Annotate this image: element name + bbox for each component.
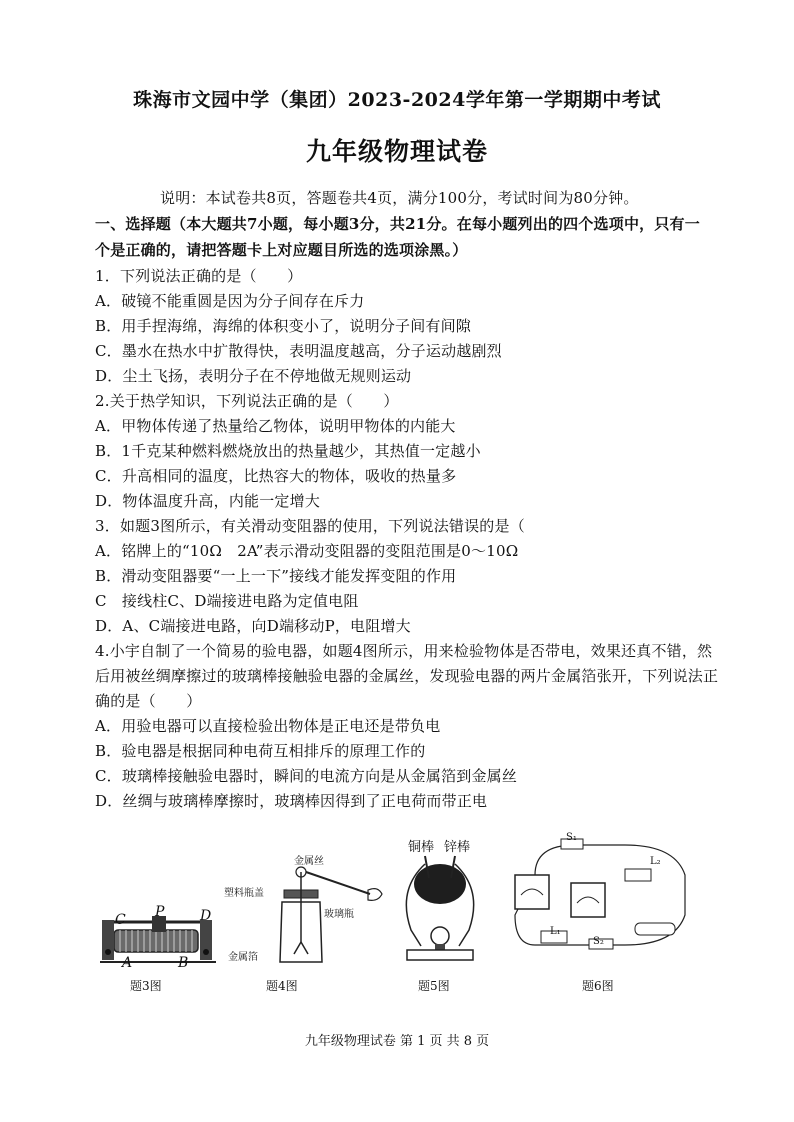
figure-6-caption: 题6图 <box>582 979 614 993</box>
page-footer: 九年级物理试卷 第 1 页 共 8 页 <box>304 1034 490 1049</box>
fig4-label-wire: 金属丝 <box>294 856 324 867</box>
figure-4-caption: 题4图 <box>266 979 298 993</box>
figure-5-caption: 题5图 <box>418 979 450 993</box>
question-2-option-c: C．升高相同的温度，比热容大的物体，吸收的热量多 <box>95 467 457 485</box>
question-1-stem: 1．下列说法正确的是（ ） <box>95 267 303 285</box>
exam-header-title: 珠海市文园中学（集团）2023-2024学年第一学期期中考试 <box>133 89 661 111</box>
fig5-label-copper: 铜棒 <box>408 840 435 855</box>
fig5-label-zinc: 锌棒 <box>444 840 471 855</box>
question-3-option-d: D．A、C端接进电路，向D端移动P，电阻增大 <box>95 617 411 635</box>
question-3-option-c: C 接线柱C、D端接进电路为定值电阻 <box>95 592 359 610</box>
section-heading-line1: 一、选择题（本大题共7小题，每小题3分，共21分。在每小题列出的四个选项中，只有一 <box>95 215 700 233</box>
question-3-option-b: B．滑动变阻器要“一上一下”接线才能发挥变阻的作用 <box>95 567 457 585</box>
fig4-label-cap: 塑料瓶盖 <box>224 888 264 899</box>
question-4-option-b: B．验电器是根据同种电荷互相排斥的原理工作的 <box>95 742 426 760</box>
question-4-stem-line1: 4.小宇自制了一个简易的验电器，如题4图所示，用来检验物体是否带电，效果还真不错，然 <box>95 642 713 660</box>
question-4-stem-line2: 后用被丝绸摩擦过的玻璃棒接触验电器的金属丝，发现验电器的两片金属箔张开，下列说法正 <box>95 667 719 685</box>
fig3-label-a: A <box>122 955 133 971</box>
question-2-stem: 2.关于热学知识，下列说法正确的是（ ） <box>95 392 399 410</box>
section-heading-line2: 个是正确的，请把答题卡上对应题目所选的选项涂黑。） <box>95 241 468 259</box>
page-title: 九年级物理试卷 <box>305 137 488 166</box>
question-2-option-d: D．物体温度升高，内能一定增大 <box>95 492 321 510</box>
question-2-option-b: B．1千克某种燃料燃烧放出的热量越少，其热值一定越小 <box>95 442 481 460</box>
question-1-option-a: A．破镜不能重圆是因为分子间存在斥力 <box>95 292 365 310</box>
question-3-stem: 3．如题3图所示，有关滑动变阻器的使用，下列说法错误的是（ <box>95 517 525 535</box>
fig6-label-s1: S₁ <box>566 832 577 843</box>
instructions: 说明：本试卷共8页，答题卷共4页，满分100分，考试时间为80分钟。 <box>160 189 639 207</box>
fig6-label-l1: L₁ <box>550 926 561 937</box>
fig3-label-b: B <box>178 955 189 971</box>
circuit-illustration <box>505 835 705 970</box>
question-3-option-a: A．铭牌上的“10Ω 2A”表示滑动变阻器的变阻范围是0～10Ω <box>95 542 519 560</box>
fig3-label-p: P <box>155 904 165 920</box>
fig4-label-foil: 金属箔 <box>228 952 258 963</box>
question-4-option-c: C．玻璃棒接触验电器时，瞬间的电流方向是从金属箔到金属丝 <box>95 767 518 785</box>
question-4-stem-line3: 确的是（ ） <box>95 692 202 710</box>
question-1-option-b: B．用手捏海绵，海绵的体积变小了，说明分子间有间隙 <box>95 317 472 335</box>
question-1-option-c: C．墨水在热水中扩散得快，表明温度越高，分子运动越剧烈 <box>95 342 502 360</box>
fig3-label-c: C <box>115 912 126 928</box>
question-4-option-a: A．用验电器可以直接检验出物体是正电还是带负电 <box>95 717 441 735</box>
fig4-label-bottle: 玻璃瓶 <box>324 909 354 920</box>
fig6-label-l2: L₂ <box>650 856 661 867</box>
fig6-label-s2: S₂ <box>593 936 604 947</box>
question-2-option-a: A．甲物体传递了热量给乙物体，说明甲物体的内能大 <box>95 417 456 435</box>
fruit-battery-illustration <box>395 850 485 970</box>
figure-3-caption: 题3图 <box>130 979 162 993</box>
question-1-option-d: D．尘土飞扬，表明分子在不停地做无规则运动 <box>95 367 412 385</box>
question-4-option-d: D．丝绸与玻璃棒摩擦时，玻璃棒因得到了正电荷而带正电 <box>95 792 488 810</box>
fig3-label-d: D <box>200 908 212 924</box>
